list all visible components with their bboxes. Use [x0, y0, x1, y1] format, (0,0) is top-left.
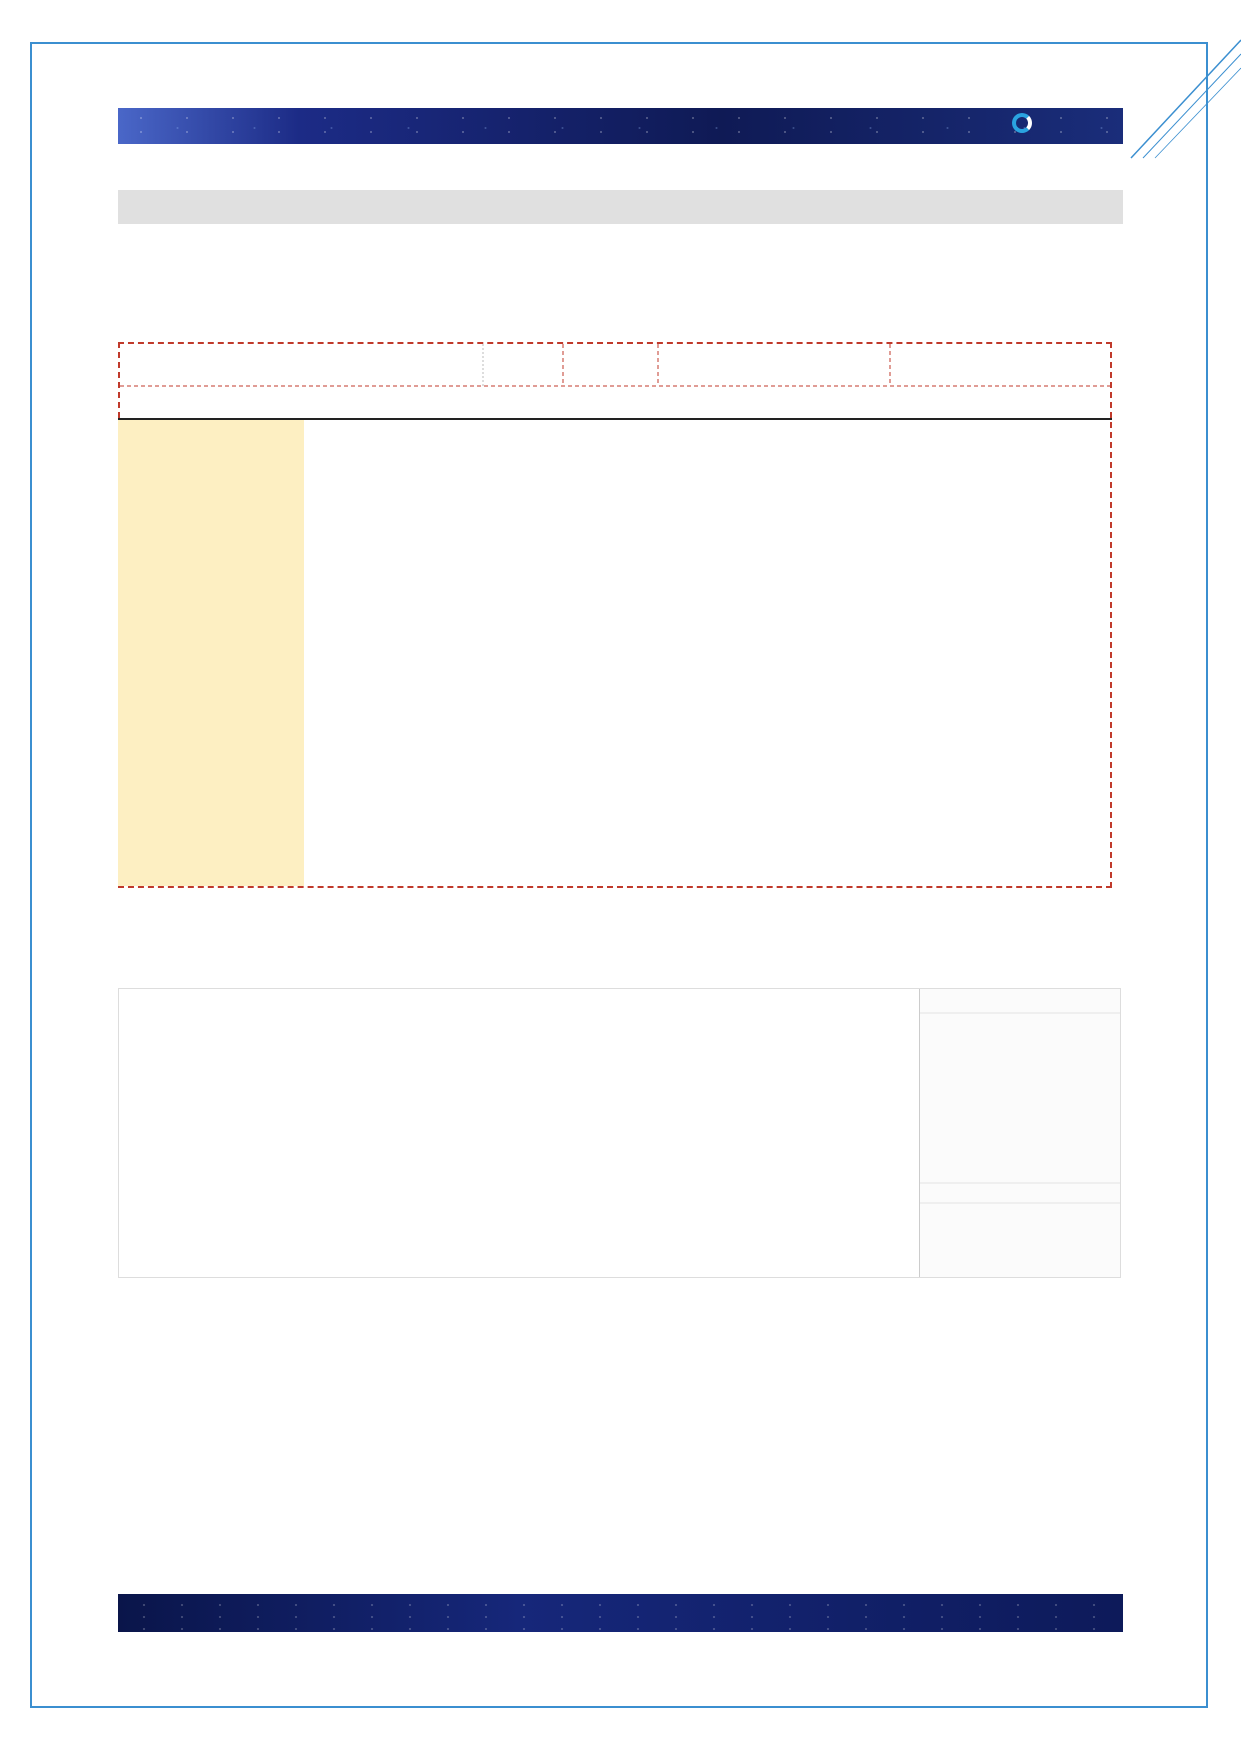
quote-panel — [919, 989, 1121, 1278]
header-banner — [118, 108, 1123, 144]
industry-cell — [118, 457, 304, 886]
footer-banner — [118, 1594, 1123, 1632]
soda-ash-chart — [118, 988, 1121, 1278]
quote-lines — [920, 993, 1121, 1243]
brand-logo — [1012, 113, 1038, 133]
category-nav — [118, 190, 1123, 224]
table-head-dividers — [118, 342, 1112, 418]
brand-circle-icon — [1012, 113, 1032, 133]
logo — [118, 88, 156, 136]
candlestick-chart — [119, 989, 919, 1278]
strategy-table — [118, 342, 1112, 888]
table-header-row — [118, 418, 1112, 457]
corner-decoration-icon — [1121, 30, 1241, 160]
